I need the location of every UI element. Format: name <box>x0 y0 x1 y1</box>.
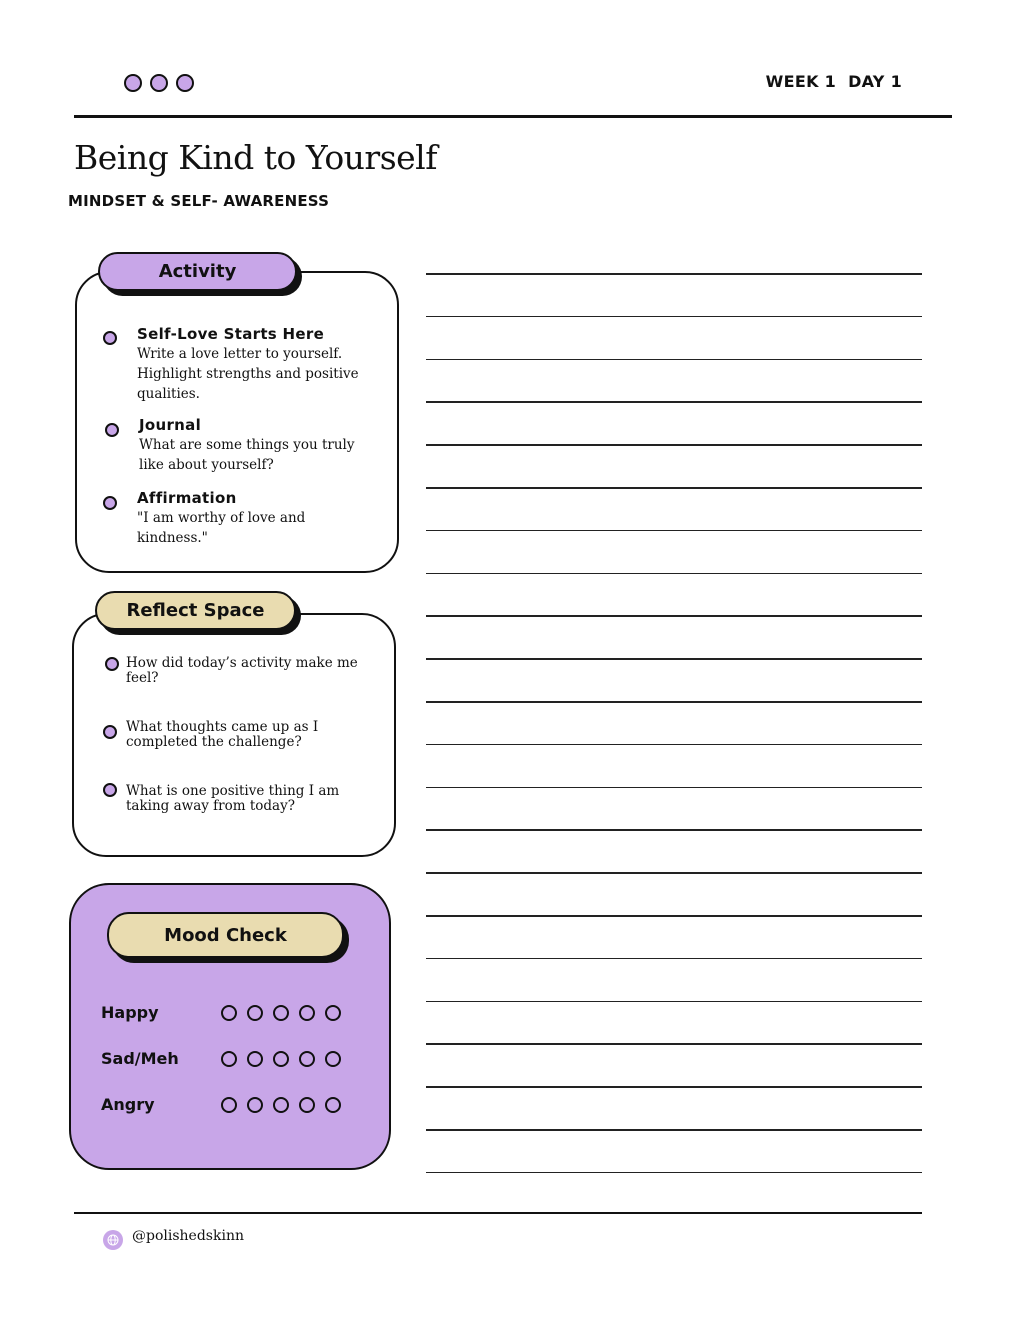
writing-line[interactable] <box>426 615 922 617</box>
bullet-icon <box>103 725 117 739</box>
writing-line[interactable] <box>426 316 922 318</box>
header-dots <box>124 74 194 92</box>
writing-line[interactable] <box>426 701 922 703</box>
mood-card <box>69 883 391 1170</box>
reflect-label: Reflect Space <box>95 591 296 630</box>
bullet-icon <box>105 423 119 437</box>
bullet-icon <box>103 331 117 345</box>
page-title: Being Kind to Yourself <box>74 138 437 177</box>
writing-line[interactable] <box>426 829 922 831</box>
writing-line[interactable] <box>426 1043 922 1045</box>
rating-circle[interactable] <box>273 1005 289 1021</box>
week-day-label <box>766 72 902 91</box>
activity-item <box>139 416 369 475</box>
rating-circle[interactable] <box>273 1051 289 1067</box>
rating-circle[interactable] <box>299 1051 315 1067</box>
mood-row <box>101 1095 351 1114</box>
rating-circle[interactable] <box>221 1097 237 1113</box>
circle-icon <box>124 74 142 92</box>
mood-row-label: Happy <box>101 1003 159 1022</box>
circle-icon <box>150 74 168 92</box>
rating-circle[interactable] <box>325 1097 341 1113</box>
mood-scale <box>221 1005 341 1021</box>
writing-line[interactable] <box>426 573 922 575</box>
writing-line[interactable] <box>426 487 922 489</box>
rating-circle[interactable] <box>325 1051 341 1067</box>
mood-row <box>101 1049 351 1068</box>
rating-circle[interactable] <box>299 1097 315 1113</box>
mood-label: Mood Check <box>107 912 344 958</box>
day-label: DAY 1 <box>848 72 902 91</box>
activity-item-body: Write a love letter to yourself. Highlight strengths and positive qualities. <box>137 346 359 402</box>
activity-item <box>137 489 367 548</box>
reflect-question: What thoughts came up as I completed the challenge? <box>126 719 319 750</box>
activity-item-heading: Affirmation <box>137 489 237 507</box>
writing-line[interactable] <box>426 444 922 446</box>
header-divider <box>74 115 952 118</box>
writing-line[interactable] <box>426 872 922 874</box>
mood-row <box>101 1003 351 1022</box>
bullet-icon <box>103 496 117 510</box>
bullet-icon <box>105 657 119 671</box>
mood-row-label: Sad/Meh <box>101 1049 179 1068</box>
activity-item-heading: Self-Love Starts Here <box>137 325 325 343</box>
week-label: WEEK 1 <box>765 72 837 91</box>
rating-circle[interactable] <box>221 1005 237 1021</box>
reflect-card <box>72 613 396 857</box>
activity-item-heading: Journal <box>139 416 202 434</box>
rating-circle[interactable] <box>247 1005 263 1021</box>
rating-circle[interactable] <box>325 1005 341 1021</box>
writing-line[interactable] <box>426 915 922 917</box>
activity-item <box>137 325 367 404</box>
writing-line[interactable] <box>426 958 922 960</box>
activity-item-body: What are some things you truly like about yourself? <box>139 437 355 473</box>
circle-icon <box>176 74 194 92</box>
mood-scale <box>221 1097 341 1113</box>
mood-row-label: Angry <box>101 1095 155 1114</box>
writing-line[interactable] <box>426 359 922 361</box>
bullet-icon <box>103 783 117 797</box>
writing-line[interactable] <box>426 1086 922 1088</box>
writing-line[interactable] <box>426 1172 922 1174</box>
writing-line[interactable] <box>426 1129 922 1131</box>
writing-line[interactable] <box>426 401 922 403</box>
rating-circle[interactable] <box>247 1051 263 1067</box>
rating-circle[interactable] <box>221 1051 237 1067</box>
writing-line[interactable] <box>426 530 922 532</box>
page-subtitle: MINDSET & SELF- AWARENESS <box>68 192 330 210</box>
reflect-question: How did today’s activity make me feel? <box>126 655 358 686</box>
writing-line[interactable] <box>426 658 922 660</box>
writing-line[interactable] <box>426 744 922 746</box>
footer-divider <box>74 1212 922 1214</box>
mood-scale <box>221 1051 341 1067</box>
writing-line[interactable] <box>426 1001 922 1003</box>
reflect-question: What is one positive thing I am taking away from today? <box>126 783 340 814</box>
writing-line[interactable] <box>426 273 922 275</box>
writing-line[interactable] <box>426 787 922 789</box>
activity-label: Activity <box>98 252 297 291</box>
rating-circle[interactable] <box>273 1097 289 1113</box>
social-handle: @polishedskinn <box>132 1228 244 1244</box>
globe-icon <box>103 1230 123 1250</box>
rating-circle[interactable] <box>247 1097 263 1113</box>
activity-card <box>75 271 399 573</box>
activity-item-body: "I am worthy of love and kindness." <box>137 510 306 546</box>
rating-circle[interactable] <box>299 1005 315 1021</box>
